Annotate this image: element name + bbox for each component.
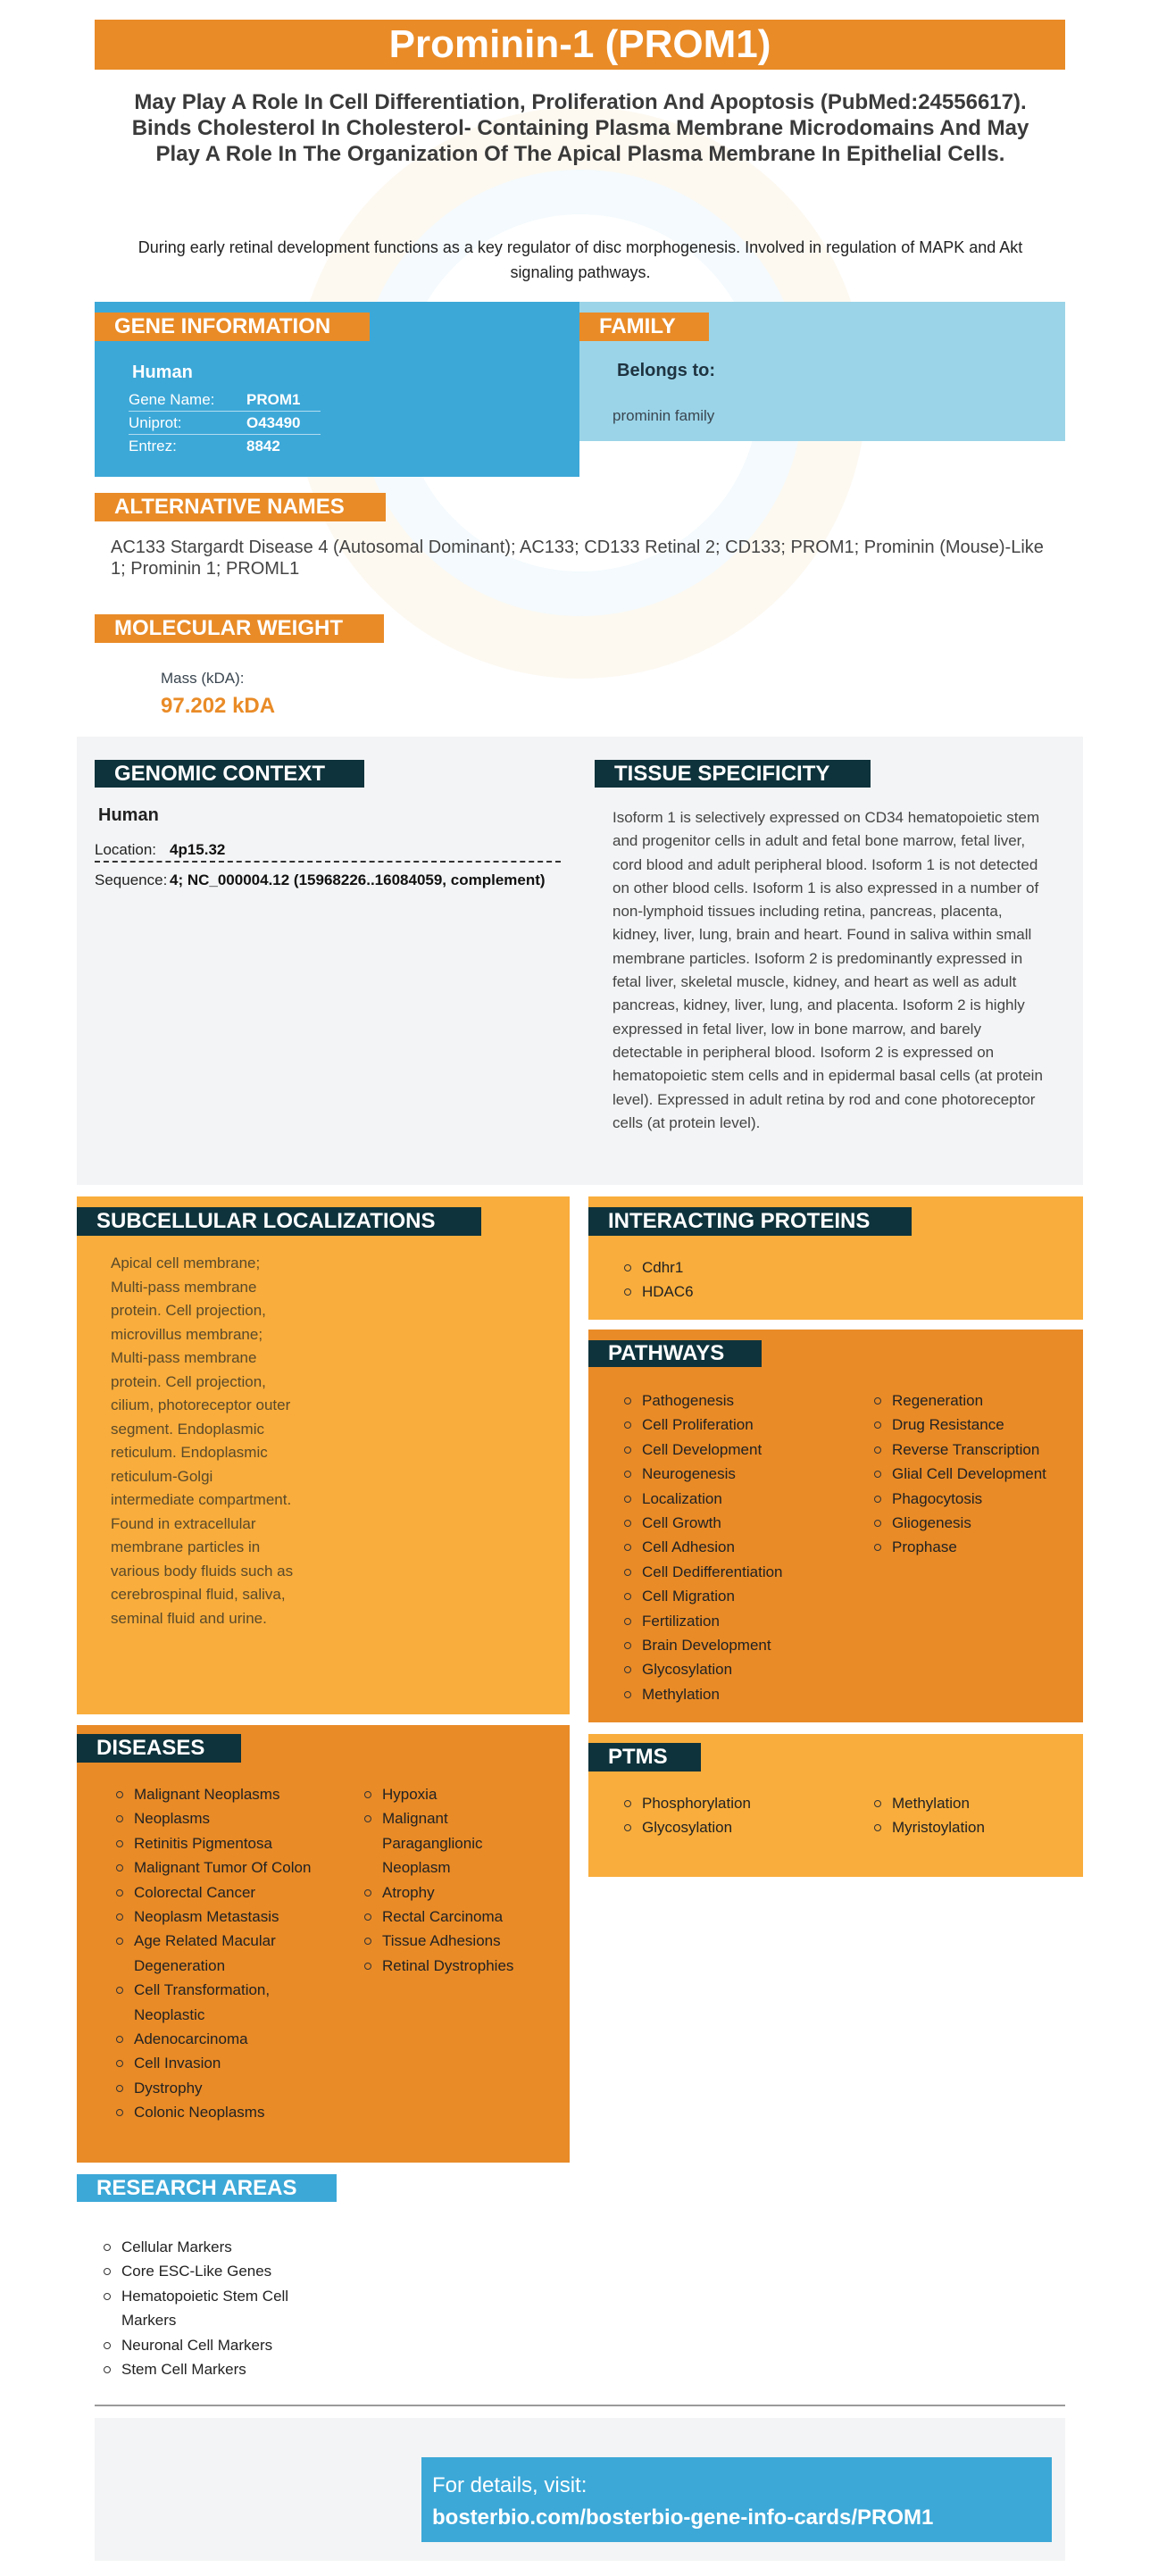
- list-item: Glial Cell Development: [874, 1462, 1046, 1486]
- tissue-specificity-header: TISSUE SPECIFICITY: [595, 760, 871, 788]
- uniprot-label: Uniprot:: [129, 414, 182, 431]
- genomic-species: Human: [98, 805, 159, 825]
- list-item: Pathogenesis: [624, 1388, 783, 1413]
- family-value: prominin family: [612, 407, 715, 424]
- mass-value: 97.202 kDA: [161, 694, 276, 718]
- list-item: Neoplasm Metastasis: [116, 1905, 330, 1929]
- list-item: Retinal Dystrophies: [364, 1954, 543, 1978]
- alternative-names-header: ALTERNATIVE NAMES: [95, 493, 386, 521]
- gene-name-value: PROM1: [246, 391, 301, 408]
- gene-information-panel: [95, 302, 579, 477]
- list-item: Cell Development: [624, 1438, 783, 1462]
- tissue-specificity-text: Isoform 1 is selectively expressed on CD34 hematopoietic stem and progenitor cells in adult and fetal bone marrow, fetal liver, cord blood and adult peripheral blood. Isoform 1 is not detected on other blood cells. Isoform 1 is also expressed in a number of non-lymphoid tissues including retina, pancreas, placenta, kidney, liver, lung, brain and heart. Found in saliva within small membrane particles. Isoform 2 is predominantly expressed in fetal liver, skeletal muscle, kidney, and heart as well as adult pancreas, kidney, liver, lung, and placenta. Isoform 2 is highly expressed in fetal liver, low in bone marrow, and barely detectable in peripheral blood. Isoform 2 is expressed on hematopoietic stem cells and in epidermal basal cells (at protein level). Expressed in adult retina by rod and cone photoreceptor cells (at protein level).: [612, 809, 1043, 1131]
- pathways-list-col2: [874, 1388, 1046, 1560]
- list-item: Rectal Carcinoma: [364, 1905, 543, 1929]
- subcellular-localizations-panel: [77, 1196, 570, 1714]
- list-item: Hypoxia: [364, 1782, 543, 1806]
- list-item: Cell Migration: [624, 1584, 783, 1608]
- entrez-label: Entrez:: [129, 438, 177, 454]
- list-item: Fertilization: [624, 1609, 783, 1633]
- list-item: Core ESC-Like Genes: [104, 2259, 327, 2283]
- research-areas-header: RESEARCH AREAS: [77, 2174, 337, 2202]
- family-panel: [579, 302, 1065, 441]
- list-item: Localization: [624, 1487, 783, 1511]
- alternative-names-text: AC133 Stargardt Disease 4 (Autosomal Dominant); AC133; CD133 Retinal 2; CD133; PROM1; Prominin (Mouse)-Like 1; Prominin 1; PROML1: [111, 538, 1044, 579]
- gene-information-header: GENE INFORMATION: [95, 313, 370, 341]
- pathways-header: PATHWAYS: [588, 1340, 762, 1367]
- diseases-list-col1: [116, 1782, 330, 2125]
- list-item: Malignant Neoplasms: [116, 1782, 330, 1806]
- interacting-proteins-panel: [588, 1196, 1083, 1320]
- list-item: Cdhr1: [624, 1255, 694, 1280]
- list-item: Glycosylation: [624, 1815, 751, 1839]
- list-item: Cell Adhesion: [624, 1535, 783, 1559]
- interacting-proteins-list: [624, 1255, 694, 1305]
- details-url-link[interactable]: bosterbio.com/bosterbio-gene-info-cards/PROM1: [432, 2505, 934, 2530]
- list-item: Hematopoietic Stem Cell Markers: [104, 2284, 327, 2333]
- uniprot-value: O43490: [246, 414, 301, 431]
- list-item: HDAC6: [624, 1280, 694, 1304]
- diseases-list-col2: [364, 1782, 543, 1978]
- list-item: Regeneration: [874, 1388, 1046, 1413]
- mass-label: Mass (kDA):: [161, 670, 245, 687]
- list-item: Cell Growth: [624, 1511, 783, 1535]
- gene-info-species: Human: [132, 363, 193, 382]
- list-item: Gliogenesis: [874, 1511, 1046, 1535]
- list-item: Myristoylation: [874, 1815, 985, 1839]
- list-item: Colorectal Cancer: [116, 1880, 330, 1905]
- gene-name-label: Gene Name:: [129, 391, 215, 408]
- page-title: Prominin-1 (PROM1): [95, 20, 1065, 70]
- details-link-box[interactable]: [421, 2457, 1052, 2542]
- details-label: For details, visit:: [432, 2473, 588, 2497]
- list-item: Neuronal Cell Markers: [104, 2333, 327, 2357]
- list-item: Brain Development: [624, 1633, 783, 1657]
- subcellular-header: SUBCELLULAR LOCALIZATIONS: [77, 1207, 481, 1236]
- pathways-list-col1: [624, 1388, 783, 1706]
- entrez-row: [129, 435, 321, 458]
- list-item: Malignant Tumor Of Colon: [116, 1855, 330, 1880]
- list-item: Neurogenesis: [624, 1462, 783, 1486]
- list-item: Methylation: [624, 1682, 783, 1706]
- list-item: Adenocarcinoma: [116, 2027, 330, 2051]
- list-item: Glycosylation: [624, 1657, 783, 1681]
- list-item: Drug Resistance: [874, 1413, 1046, 1437]
- entrez-value: 8842: [246, 438, 280, 454]
- list-item: Colonic Neoplasms: [116, 2100, 330, 2124]
- subcellular-text: Apical cell membrane; Multi-pass membrane protein. Cell projection, microvillus membrane; Multi-pass membrane protein. Cell projection, cilium, photoreceptor outer segment. Endoplasmic reticulum. Endoplasmic reticulum-Golgi intermediate compartment. Found in extracellular membrane particles in various body fluids such as cerebrospinal fluid, saliva, seminal fluid and urine.: [111, 1255, 294, 1627]
- list-item: Cellular Markers: [104, 2235, 327, 2259]
- sequence-row: [95, 870, 577, 891]
- list-item: Phosphorylation: [624, 1791, 751, 1815]
- diseases-header: DISEASES: [77, 1734, 241, 1763]
- list-item: Cell Transformation, Neoplastic: [116, 1978, 330, 2027]
- list-item: Age Related Macular Degeneration: [116, 1929, 330, 1978]
- research-areas-list: [104, 2235, 327, 2381]
- location-label: Location:: [95, 841, 156, 858]
- list-item: Prophase: [874, 1535, 1046, 1559]
- list-item: Cell Proliferation: [624, 1413, 783, 1437]
- sequence-label: Sequence:: [95, 871, 168, 888]
- list-item: Tissue Adhesions: [364, 1929, 543, 1953]
- footer-divider: [95, 2405, 1065, 2406]
- family-belongs-label: Belongs to:: [617, 361, 715, 380]
- list-item: Retinitis Pigmentosa: [116, 1831, 330, 1855]
- diseases-panel: [77, 1725, 570, 2163]
- ptms-list-col2: [874, 1791, 985, 1840]
- location-row: [95, 839, 561, 863]
- function-description: During early retinal development functions as a key regulator of disc morphogenesis. Involved in regulation of MAPK and Akt signaling pathways.: [138, 238, 1023, 281]
- list-item: Phagocytosis: [874, 1487, 1046, 1511]
- list-item: Malignant Paraganglionic Neoplasm: [364, 1806, 543, 1880]
- location-value: 4p15.32: [170, 841, 226, 858]
- sequence-value: 4; NC_000004.12 (15968226..16084059, complement): [170, 871, 546, 888]
- list-item: Neoplasms: [116, 1806, 330, 1830]
- pathways-panel: [588, 1330, 1083, 1722]
- family-header: FAMILY: [579, 313, 709, 341]
- ptms-header: PTMS: [588, 1743, 701, 1772]
- ptms-panel: [588, 1734, 1083, 1877]
- list-item: Atrophy: [364, 1880, 543, 1905]
- molecular-weight-header: MOLECULAR WEIGHT: [95, 614, 384, 643]
- ptms-list-col1: [624, 1791, 751, 1840]
- genomic-context-header: GENOMIC CONTEXT: [95, 760, 364, 788]
- uniprot-row: [129, 412, 321, 435]
- interacting-proteins-header: INTERACTING PROTEINS: [588, 1207, 912, 1236]
- list-item: Cell Invasion: [116, 2051, 330, 2075]
- list-item: Stem Cell Markers: [104, 2357, 327, 2381]
- list-item: Dystrophy: [116, 2076, 330, 2100]
- list-item: Cell Dedifferentiation: [624, 1560, 783, 1584]
- function-summary: May Play A Role In Cell Differentiation, Proliferation And Apoptosis (PubMed:24556617). Binds Cholesterol In Cholesterol- Containing Plasma Membrane Microdomains And May Play A Role In The Organization Of The Apical Plasma Membrane In Epithelial Cells.: [131, 90, 1029, 166]
- list-item: Reverse Transcription: [874, 1438, 1046, 1462]
- gene-name-row: [129, 388, 321, 412]
- list-item: Methylation: [874, 1791, 985, 1815]
